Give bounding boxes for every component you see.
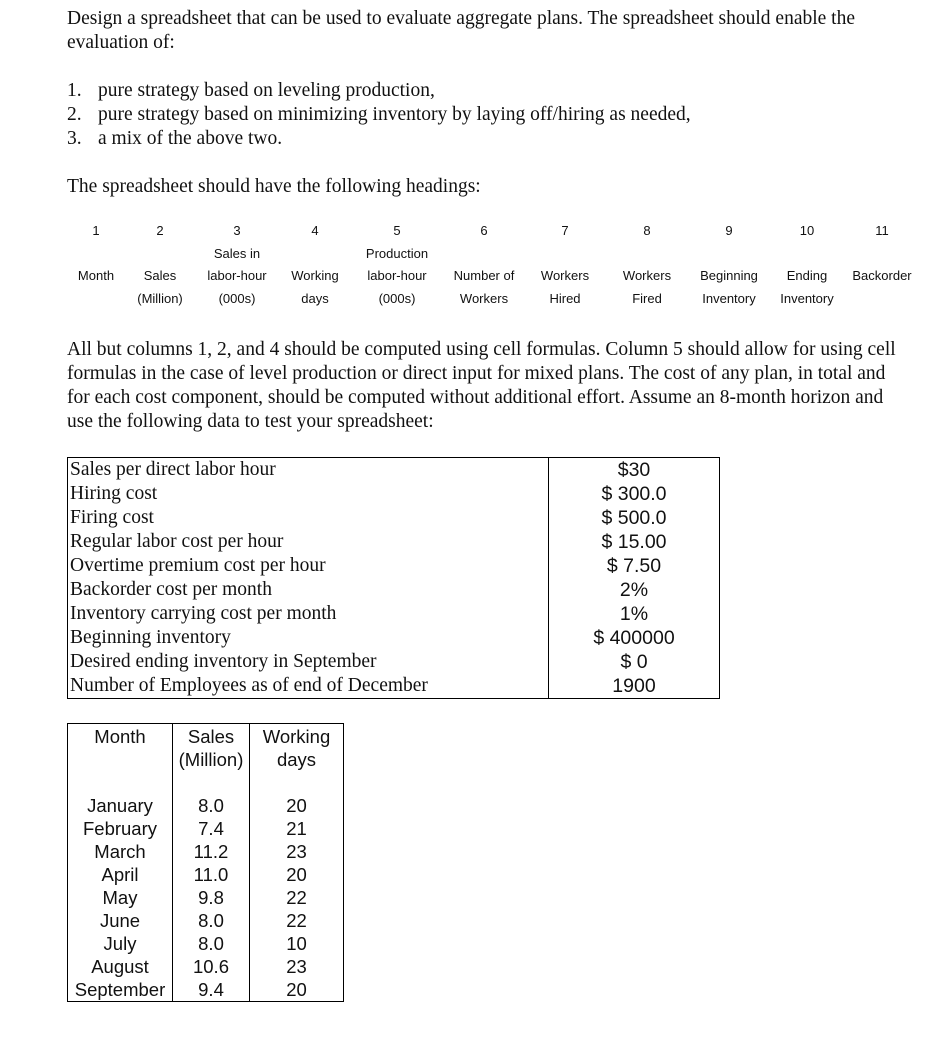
instructions-paragraph: All but columns 1, 2, and 4 should be computed using cell formulas. Column 5 should allow for using cell formulas in the case of level production or direct input for mixed plans. The cost of any plan, in total and for each cost component, should be computed without additional effort. Assume an 8-month horizon and use the following data to test your spreadsheet: [67,339,896,432]
parameter-label: Beginning inventory [70,627,231,648]
month-cell: March [94,841,146,862]
column-header-line2: days [276,749,317,770]
parameter-labels [68,458,549,699]
heading-number: 9 [725,223,733,238]
sales-cell: 9.4 [198,979,224,1000]
heading-line: Working [291,268,339,283]
parameters-table [67,457,720,699]
days-cell: 20 [286,795,307,816]
list-item-number: 1. [67,80,82,101]
parameter-value: 1% [619,603,649,625]
parameter-value: $ 300.0 [601,483,667,505]
table-row [68,458,720,699]
days-cell: 20 [286,979,307,1000]
days-cell: 10 [286,933,307,954]
sales-cell: 8.0 [198,910,224,931]
days-cell: 23 [286,841,307,862]
list-item-number: 3. [67,128,82,149]
parameter-label: Number of Employees as of end of December [70,675,428,696]
list-item-text: a mix of the above two. [98,128,283,149]
month-cell: September [74,979,166,1000]
heading-number: 10 [799,223,815,238]
parameter-label: Hiring cost [70,483,158,504]
month-cell: January [87,795,153,816]
heading-line: Inventory [702,291,756,306]
heading-line: Backorder [852,268,912,283]
parameter-label: Backorder cost per month [70,579,272,600]
column-header: Sales [187,726,235,747]
heading-line: Sales in [213,246,261,261]
heading-number: 7 [561,223,569,238]
parameter-value: 1900 [612,675,656,697]
heading-line: Workers [459,291,509,306]
column-header-line2 [68,748,172,771]
heading-line: Month [77,268,115,283]
heading-number: 4 [311,223,319,238]
days-cell: 22 [286,887,307,908]
column-header: Month [94,726,146,747]
days-cell: 21 [286,818,307,839]
month-cell: April [101,864,139,885]
heading-line: days [301,291,329,306]
parameter-value: $30 [617,459,651,481]
heading-line: Fired [632,291,662,306]
heading-line: Ending [786,268,828,283]
parameter-value: $ 7.50 [606,555,662,577]
heading-line: Inventory [780,291,834,306]
month-cell: June [99,910,141,931]
heading-number: 5 [393,223,401,238]
heading-line: labor-hour [367,268,427,283]
evaluation-list [67,79,691,151]
table-row [68,724,344,1002]
heading-line: Workers [540,268,590,283]
sales-cell: 9.8 [198,887,224,908]
days-cell: 23 [286,956,307,977]
month-cell: August [91,956,149,977]
intro-paragraph: Design a spreadsheet that can be used to evaluate aggregate plans. The spreadsheet should enable the evaluation of: [67,8,856,53]
parameter-label: Overtime premium cost per hour [70,555,326,576]
list-item-text: pure strategy based on leveling production, [98,80,435,101]
monthly-data-table [67,723,344,1002]
month-column [68,724,173,1002]
days-cell: 22 [286,910,307,931]
sales-cell: 10.6 [192,956,229,977]
parameter-value: $ 15.00 [601,531,667,553]
parameter-label: Inventory carrying cost per month [70,603,337,624]
heading-line: Hired [549,291,581,306]
sales-cell: 8.0 [198,933,224,954]
heading-line: (000s) [218,291,256,306]
heading-number: 2 [156,223,164,238]
sales-cell: 8.0 [198,795,224,816]
heading-line: Number of [453,268,515,283]
heading-line: (Million) [137,291,183,306]
sales-cell: 11.2 [193,841,229,862]
sales-column [173,724,250,1002]
list-item [67,127,691,151]
heading-line: Sales [143,268,177,283]
parameter-label: Desired ending inventory in September [70,651,377,672]
heading-line: labor-hour [207,268,267,283]
list-item-number: 2. [67,104,82,125]
parameter-value: $ 500.0 [601,507,667,529]
list-item [67,79,691,103]
column-header: Working [262,726,331,747]
parameter-value: 2% [619,579,649,601]
month-cell: February [82,818,158,839]
column-header-line2: (Million) [178,749,244,770]
parameter-values [549,458,720,699]
heading-number: 3 [233,223,241,238]
parameter-label: Sales per direct labor hour [70,459,276,480]
heading-number: 11 [875,223,889,238]
heading-number: 8 [643,223,651,238]
parameter-label: Regular labor cost per hour [70,531,284,552]
month-cell: May [102,887,138,908]
working-days-column [250,724,344,1002]
days-cell: 20 [286,864,307,885]
month-cell: July [103,933,137,954]
list-item-text: pure strategy based on minimizing inventory by laying off/hiring as needed, [98,104,691,125]
list-item [67,103,691,127]
parameter-value: $ 0 [620,651,648,673]
heading-line: Workers [622,268,672,283]
heading-line: (000s) [378,291,416,306]
sales-cell: 11.0 [193,864,229,885]
heading-line: Production [365,246,429,261]
heading-line: Beginning [700,268,758,283]
heading-number: 1 [92,223,100,238]
parameter-label: Firing cost [70,507,154,528]
heading-number: 6 [480,223,488,238]
headings-intro: The spreadsheet should have the following headings: [67,176,481,197]
parameter-value: $ 400000 [593,627,675,649]
sales-cell: 7.4 [198,818,224,839]
